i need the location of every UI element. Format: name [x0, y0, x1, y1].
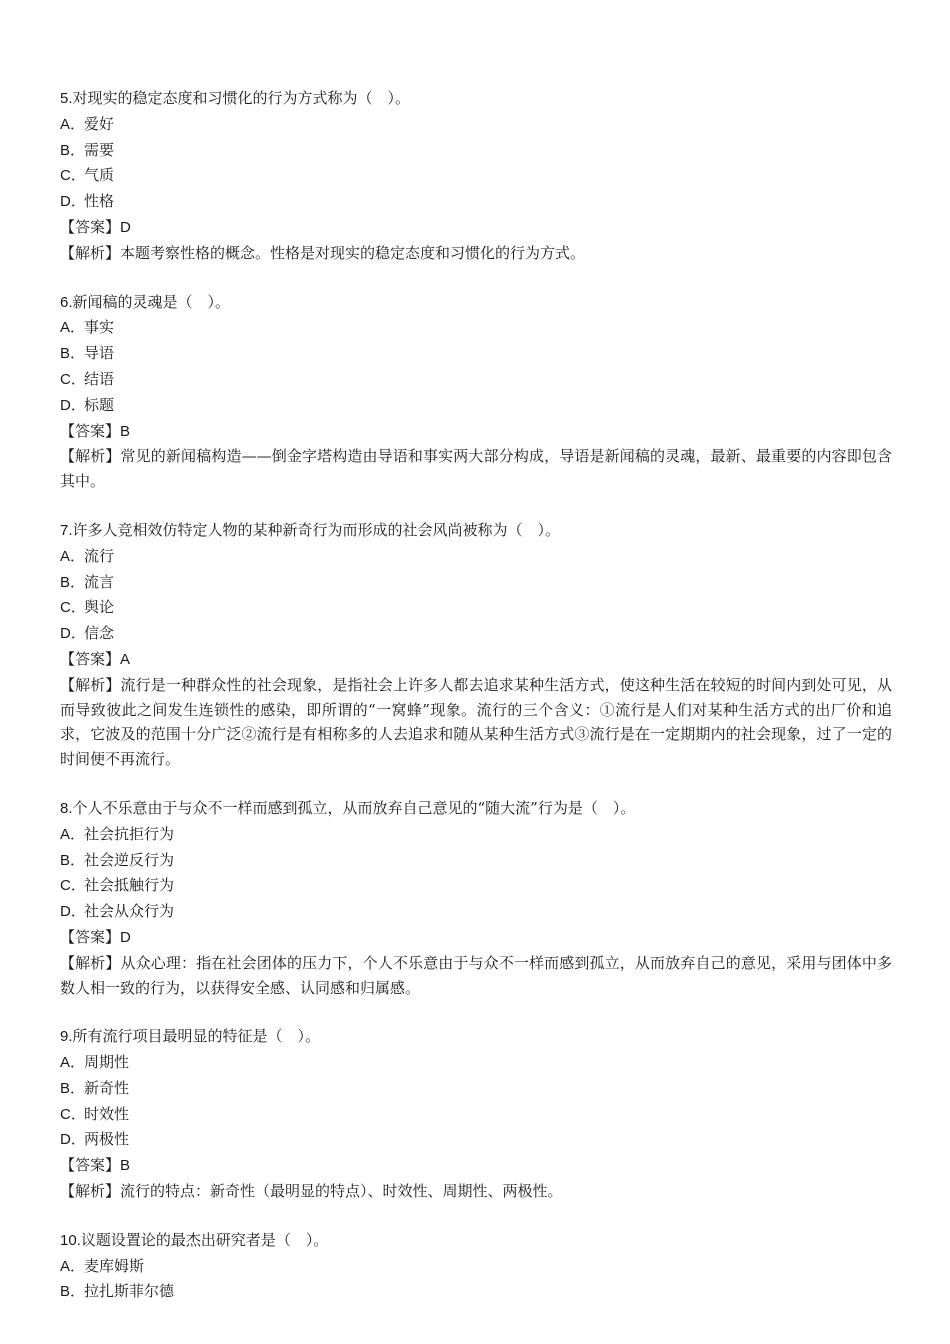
explanation-text: 本题考察性格的概念。性格是对现实的稳定态度和习惯化的行为方式。 [120, 243, 586, 262]
question-7 [60, 518, 892, 772]
explanation-text: 流行的特点：新奇性（最明显的特点）、时效性、周期性、两极性。 [120, 1182, 563, 1201]
explanation-line [60, 444, 892, 494]
option-b: B．拉扎斯菲尔德 [60, 1282, 175, 1301]
question-number: 8. [60, 799, 73, 817]
question-9 [60, 1024, 892, 1204]
option-b: B．流言 [60, 572, 115, 591]
option-c: C．气质 [60, 166, 115, 185]
option-a: A．事实 [60, 318, 115, 337]
question-text: 对现实的稳定态度和习惯化的行为方式称为（ ）。 [72, 89, 411, 107]
explanation-line [60, 951, 892, 1001]
question-6 [60, 290, 892, 494]
question-number: 9. [60, 1028, 73, 1046]
option-d: D．社会从众行为 [60, 902, 175, 921]
question-text: 新闻稿的灵魂是（ ）。 [72, 292, 231, 311]
explanation-label: 【解析】 [60, 1182, 121, 1201]
answer-label: 【答案】 [60, 421, 121, 440]
question-8 [60, 796, 892, 1000]
option-b: B．社会逆反行为 [60, 850, 175, 869]
option-c: C．时效性 [60, 1104, 130, 1123]
answer-label: 【答案】 [60, 927, 121, 946]
explanation-line [60, 673, 892, 772]
explanation-label: 【解析】 [60, 675, 121, 694]
option-b: B．需要 [60, 140, 115, 159]
question-10 [60, 1228, 892, 1305]
question-title [60, 86, 892, 112]
option-d: D．标题 [60, 395, 115, 414]
explanation-text: 常见的新闻稿构造——倒金字塔构造由导语和事实两大部分构成，导语是新闻稿的灵魂，最新、最重要的内容即包含其中。 [60, 447, 892, 491]
option-c: C．舆论 [60, 598, 115, 617]
question-number: 7. [60, 521, 73, 539]
question-number: 6. [60, 293, 73, 311]
explanation-label: 【解析】 [60, 447, 121, 466]
option-a: A．爱好 [60, 114, 115, 133]
question-text: 许多人竞相效仿特定人物的某种新奇行为而形成的社会风尚被称为（ ）。 [72, 520, 561, 539]
question-number: 5. [60, 90, 73, 107]
answer-label: 【答案】 [60, 217, 121, 236]
answer-line [60, 419, 892, 445]
option-c: C．结语 [60, 369, 115, 388]
question-5 [60, 86, 892, 266]
question-text: 个人不乐意由于与众不一样而感到孤立，从而放弃自己意见的“随大流”行为是（ ）。 [72, 798, 636, 817]
option-d: D．性格 [60, 192, 115, 211]
option-b: B．导语 [60, 344, 115, 363]
answer-value: B [120, 422, 131, 440]
question-text: 所有流行项目最明显的特征是（ ）。 [72, 1027, 321, 1046]
option-a: A．周期性 [60, 1053, 130, 1072]
explanation-label: 【解析】 [60, 243, 121, 262]
answer-value: D [120, 218, 131, 236]
explanation-line [60, 1179, 892, 1204]
question-title [60, 1024, 892, 1050]
option-d: D．两极性 [60, 1130, 130, 1149]
explanation-text: 流行是一种群众性的社会现象，是指社会上许多人都去追求某种生活方式，使这种生活在较短的时间内到处可见，从而导致彼此之间发生连锁性的感染，即所谓的“一窝蜂”现象。流行的三个含义：①流行是人们对某种生活方式的出厂价和追求，它波及的范围十分广泛②流行是有相称多的人去追求和随从某种生活方式③流行是在一定期期内的社会现象，过了一定的时间便不再流行。 [60, 675, 892, 769]
explanation-line [60, 241, 892, 266]
option-a: A．流行 [60, 546, 115, 565]
question-title [60, 796, 892, 822]
question-text: 议题设置论的最杰出研究者是（ ）。 [80, 1230, 329, 1249]
option-a: A．麦库姆斯 [60, 1256, 145, 1275]
question-title [60, 290, 892, 316]
explanation-label: 【解析】 [60, 953, 121, 972]
option-c: C．社会抵触行为 [60, 876, 175, 895]
answer-line [60, 215, 892, 241]
option-a: A．社会抗拒行为 [60, 824, 175, 843]
answer-label: 【答案】 [60, 1156, 121, 1175]
answer-line [60, 1153, 892, 1179]
answer-value: B [120, 1157, 131, 1175]
answer-value: D [120, 928, 131, 946]
answer-line [60, 647, 892, 673]
document-page [60, 86, 892, 1329]
answer-line [60, 925, 892, 951]
question-title [60, 518, 892, 544]
option-b: B．新奇性 [60, 1078, 130, 1097]
question-title [60, 1228, 892, 1254]
question-number: 10. [60, 1231, 81, 1249]
answer-label: 【答案】 [60, 649, 121, 668]
option-d: D．信念 [60, 624, 115, 643]
answer-value: A [120, 650, 131, 668]
explanation-text: 从众心理：指在社会团体的压力下，个人不乐意由于与众不一样而感到孤立，从而放弃自己的意见，采用与团体中多数人相一致的行为，以获得安全感、认同感和归属感。 [60, 953, 892, 997]
